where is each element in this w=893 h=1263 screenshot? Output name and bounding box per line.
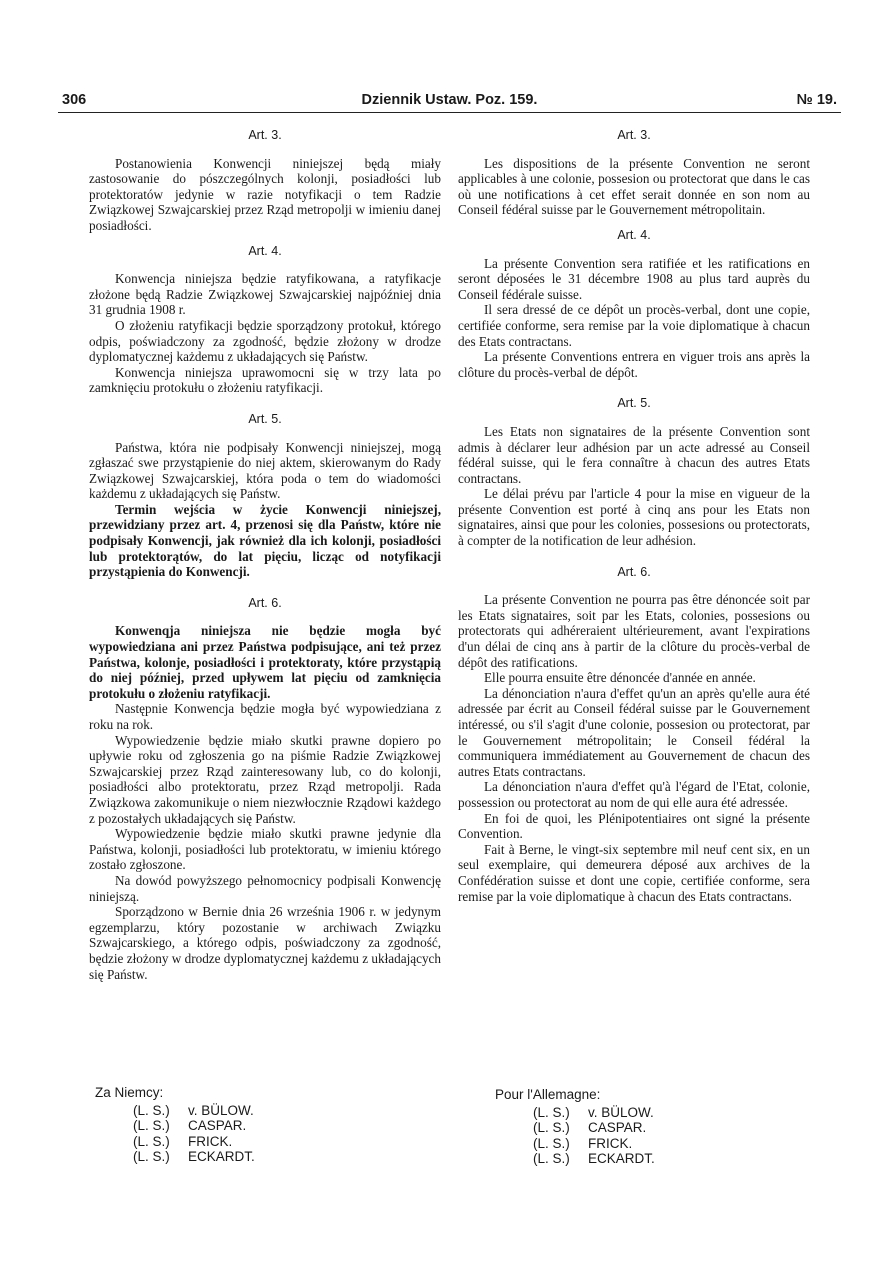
paragraph: Les Etats non signataires de la présente Convention sont admis à déclarer leur adhésion par un acte adressé au Conseil fédéral suisse, qui le fera connaître à chacun des autres Etats contractans.	[458, 423, 810, 486]
polish-column	[89, 128, 441, 982]
paragraph: La dénonciation n'aura d'effet qu'à l'égard de l'Etat, colonie, possession ou protectorat au nom de qui elle aura été adressée.	[458, 779, 810, 810]
article-heading: Art. 5.	[248, 411, 282, 426]
seal-mark: (L. S.)	[133, 1133, 170, 1149]
issue-number: № 19.	[796, 92, 837, 108]
signatory-row	[95, 1134, 255, 1150]
signatory-name: ECKARDT.	[588, 1151, 655, 1166]
article-heading: Art. 5.	[617, 396, 651, 411]
signature-lead: Za Niemcy:	[95, 1085, 164, 1100]
seal-mark: (L. S.)	[133, 1149, 170, 1164]
paragraph: Konwencja niniejsza będzie ratyfikowana, a ratyfikacje złożone będą Radzie Związkowej Szwajcarskiej najpóźniej dnia 31 grudnia 1908 r.	[89, 271, 441, 318]
seal-mark: (L. S.)	[533, 1120, 570, 1135]
signatory-name: CASPAR.	[188, 1118, 247, 1133]
page-number: 306	[62, 92, 87, 108]
paragraph: En foi de quoi, les Plénipotentiaires ont signé la présente Convention.	[458, 810, 810, 842]
paragraph: Il sera dressé de ce dépôt un procès-verbal, dont une copie, certifiée conforme, sera remise par la voie diplomatique à chacun des Etats contractans.	[458, 302, 810, 349]
article-heading: Art. 3.	[248, 128, 282, 142]
paragraph: Wypowiedzenie będzie miało skutki prawne dopiero po upływie roku od zgłoszenia go na piśmie Radzie Związkowej Szwajcarskiej przez Rząd zainteresowany lub, co do kolonji, posiadłości albo protektoratu, przez Rząd metropolji. Rada Związkowa zakomunikuje o niem niezwłocznie Rządowi każdego z pozostałych układających się Państw.	[89, 732, 441, 826]
paragraph: Postanowienia Konwencji niniejszej będą miały zastosowanie do pószczególnych kolonji, posiadłości lub protektoratów jedynie w razie notyfikacji o tem Radzie Związkowej Szwajcarskiej przez Rząd metropolji w imieniu danej posiadłości.	[89, 155, 441, 233]
article-heading: Art. 4.	[248, 243, 282, 258]
signatory-row	[95, 1103, 255, 1119]
journal-title: Dziennik Ustaw. Poz. 159.	[361, 92, 538, 108]
paragraph: Les dispositions de la présente Convention ne seront applicables à une colonie, possesion ou protectorat que dans le cas où une notifications à cet effet serait donnée en son nom au Conseil fédéral suisse par le Gouvernement métropolitain.	[458, 155, 810, 218]
signature-lead: Pour l'Allemagne:	[495, 1087, 601, 1102]
seal-mark: (L. S.)	[533, 1151, 570, 1166]
paragraph: La dénonciation n'aura d'effet qu'un an après qu'elle aura été adressée par écrit au Conseil fédéral suisse par le Gouvernement intéressé, ou s'il s'agit d'une colonie, possesion ou protectorat, par le Gouvernement métropolitain; le Conseil fédéral la communiquera immédiatement au Gouvernement de chacun des autres Etats contractans.	[458, 685, 810, 779]
seal-mark: (L. S.)	[533, 1104, 570, 1120]
page-header	[58, 90, 841, 113]
paragraph: Fait à Berne, le vingt-six septembre mil neuf cent six, en un seul exemplaire, qui demeurera déposé aux archives de la Confédération suisse et dont une copie, certifiée conforme, sera remise par la voie diplomatique à chacun des Etats contractans.	[458, 841, 810, 904]
signatory-row	[495, 1105, 655, 1121]
paragraph: Sporządzono w Bernie dnia 26 września 1906 r. w jedynym egzemplarzu, który pozostanie w archiwach Związku Szwajcarskiego, a którego odpis, poświadczony za zgodność, będzie złożony w drodze dyplomatycznej każdemu z układających się Państw.	[89, 904, 441, 982]
french-column	[458, 128, 810, 904]
paragraph: O złożeniu ratyfikacji będzie sporządzony protokuł, którego odpis, poświadczony za zgodność, będzie złożony w drodze dyplomatycznej każdemu z układających się Państw.	[89, 317, 441, 365]
paragraph: Termin wejścia w życie Konwencji niniejszej, przewidziany przez art. 4, przenosi się dla Państw, które nie podpisały Konwencji, jak również dla ich kolonji, posiadłości lub protektorątów, do lat pięciu, licząc od notyfikacji przystąpienia do Konwencji.	[89, 501, 441, 580]
signatory-row	[95, 1149, 255, 1165]
signatory-row	[495, 1136, 655, 1152]
signatory-name: FRICK.	[588, 1135, 633, 1151]
paragraph: La présente Convention ne pourra pas être dénoncée soit par les Etats signataires, soit par les Etats, colonies, possesions ou protectorats qui adhéreraient ultérieurement, avant l'expirations d'un délai de cinq ans à partir de la clôture du procès-verbal de dépôt des ratifications.	[458, 592, 810, 670]
polish-signature-block	[95, 1085, 255, 1165]
signatory-name: v. BÜLOW.	[588, 1104, 654, 1120]
signatory-row	[495, 1120, 655, 1136]
article-heading: Art. 6.	[248, 595, 282, 610]
article-heading: Art. 6.	[617, 564, 651, 579]
paragraph: La présente Convention sera ratifiée et les ratifications en seront déposées le 31 décembre 1908 au plus tard auprès du Conseil fédérale suisse.	[458, 255, 810, 302]
signatory-row	[95, 1118, 255, 1134]
seal-mark: (L. S.)	[133, 1102, 170, 1118]
paragraph: Elle pourra ensuite être dénoncée d'année en année.	[484, 670, 756, 686]
paragraph: Konwenqja niniejsza nie będzie mogła być wypowiedziana ani przez Państwa podpisujące, ani też przez Państwa, kolonje, posiadłości i protektoraty, które przystąpią do niej później, przed upływem lat pięciu od zamknięcia protokułu o złożeniu ratyfikacji.	[89, 623, 441, 701]
paragraph: Konwencja niniejsza uprawomocni się w trzy lata po zamknięciu protokułu o złożeniu ratyfikacji.	[89, 364, 441, 396]
paragraph: Państwa, która nie podpisały Konwencji niniejszej, mogą zgłaszać swe przystąpienie do niej aktem, skierowanym do Rady Związkowej Szwajcarskiej, która poda o tem do wiadomości każdemu z układających się Państw.	[89, 439, 441, 502]
paragraph: Następnie Konwencja będzie mogła być wypowiedziana z roku na rok.	[89, 701, 441, 732]
french-signature-block	[495, 1087, 655, 1167]
signatory-name: v. BÜLOW.	[188, 1102, 254, 1118]
paragraph: Wypowiedzenie będzie miało skutki prawne jedynie dla Państwa, kolonji, posiadłości lub protektoratu, w imieniu którego zostało zgłoszone.	[89, 826, 441, 873]
signatory-name: ECKARDT.	[188, 1149, 255, 1164]
article-heading: Art. 3.	[617, 128, 651, 142]
article-heading: Art. 4.	[617, 227, 651, 242]
signatory-name: CASPAR.	[588, 1120, 647, 1135]
seal-mark: (L. S.)	[533, 1135, 570, 1151]
paragraph: Na dowód powyższego pełnomocnicy podpisali Konwencję niniejszą.	[89, 872, 441, 904]
seal-mark: (L. S.)	[133, 1118, 170, 1133]
signatory-name: FRICK.	[188, 1133, 233, 1149]
signatory-row	[495, 1151, 655, 1167]
paragraph: Le délai prévu par l'article 4 pour la mise en vigueur de la présente Convention est porté à cinq ans pour les Etats non signataires, ainsi que pour les colonies, possesions ou protectorats, à compter de la notification de leur adhésion.	[458, 486, 810, 549]
paragraph: La présente Conventions entrera en viguer trois ans après la clôture du procès-verbal de dépôt.	[458, 349, 810, 380]
